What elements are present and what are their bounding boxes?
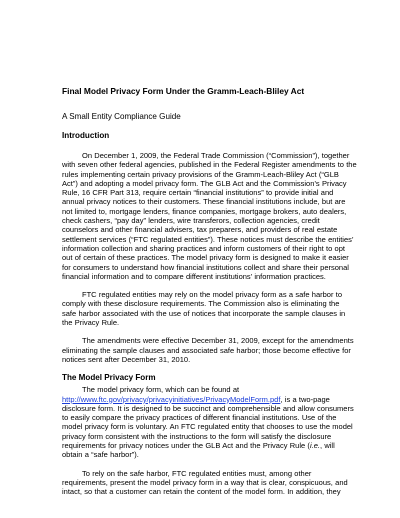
text-fragment: requirements for privacy notices under the GLB Act and the Privacy Rule ( bbox=[62, 441, 310, 451]
text-line: intact, so that a customer can retain the content of the model form. In addition, they bbox=[62, 487, 341, 497]
text-line: On December 1, 2009, the Federal Trade Commission (“Commission”), together bbox=[82, 151, 350, 160]
intro-paragraph-1 bbox=[62, 151, 357, 281]
document-subtitle: A Small Entity Compliance Guide bbox=[62, 112, 181, 121]
text-fragment-italic: i.e. bbox=[309, 441, 320, 451]
text-line: settlement services (“FTC regulated entities”). These notices must describe the entities’ bbox=[62, 234, 354, 244]
text-line: Rule, 16 CFR Part 313, require certain “financial institutions” to provide initial and bbox=[62, 188, 334, 198]
text-line bbox=[62, 441, 340, 450]
text-line: to easily compare the privacy practices of different financial institutions. Use of the bbox=[62, 413, 337, 423]
text-line: rules implementing certain privacy provisions of the Gramm-Leach-Bliley Act (“GLB bbox=[62, 169, 339, 179]
text-line: obtain a “safe harbor”). bbox=[62, 450, 139, 460]
text-line: To rely on the safe harbor, FTC regulated entities must, among other bbox=[82, 468, 312, 478]
text-line: annual privacy notices to their customers. These financial institutions include, but are bbox=[62, 197, 346, 207]
text-line: not limited to, mortgage lenders, finance companies, mortgage brokers, auto dealers, bbox=[62, 206, 347, 216]
text-line: requirements, present the model privacy form in a way that is clear, conspicuous, and bbox=[62, 477, 348, 487]
text-line bbox=[62, 395, 340, 404]
text-line: FTC regulated entities may rely on the model privacy form as a safe harbor to bbox=[82, 290, 342, 300]
text-line: out of certain of these practices. The model privacy form is designed to make it easier bbox=[62, 253, 349, 263]
text-fragment: , is a two-page bbox=[280, 394, 330, 404]
text-line: information collection and sharing practices and inform customers of their right to opt bbox=[62, 243, 345, 253]
text-line: notices sent after December 31, 2010. bbox=[62, 354, 191, 364]
text-line: privacy form consistent with the instructions to the form will satisfy the disclosure bbox=[62, 431, 332, 441]
text-fragment: , will bbox=[319, 441, 335, 451]
text-line: for consumers to understand how financial institutions collect and share their personal bbox=[62, 262, 349, 272]
intro-paragraph-2 bbox=[62, 290, 346, 328]
section-heading-model-privacy-form: The Model Privacy Form bbox=[62, 373, 156, 383]
text-line: counselors and other financial advisers, tax preparers, and providers of real estate bbox=[62, 225, 338, 235]
text-line: with seven other federal agencies, published in the Federal Register amendments to the bbox=[62, 160, 357, 170]
text-line: model privacy form is voluntary. An FTC regulated entity that chooses to use the model bbox=[62, 422, 353, 432]
text-line: Act”) and adopting a model privacy form. The GLB Act and the Commission’s Privacy bbox=[62, 178, 347, 188]
intro-paragraph-3 bbox=[62, 336, 354, 364]
text-line: financial information and to compare different institutions’ information practices. bbox=[62, 271, 326, 281]
text-line: check cashers, “pay day” lenders, wire transferors, collection agencies, credit bbox=[62, 216, 320, 226]
text-line: eliminating the sample clauses and associated safe harbor; those become effective for bbox=[62, 345, 351, 355]
section-heading-introduction: Introduction bbox=[62, 131, 110, 140]
text-line: comply with these disclosure requirements. The Commission also is eliminating the bbox=[62, 299, 340, 309]
text-line: The amendments were effective December 31, 2009, except for the amendments bbox=[82, 336, 354, 346]
text-line: safe harbor associated with the use of notices that incorporate the sample clauses in bbox=[62, 308, 346, 318]
text-line: The model privacy form, which can be found at bbox=[82, 385, 240, 395]
model-privacy-form-link[interactable]: http://www.ftc.gov/privacy/privacyinitiatives/PrivacyModelForm.pdf bbox=[62, 394, 281, 404]
text-line: disclosure form. It is designed to be succinct and comprehensible and allow consumers bbox=[62, 403, 354, 413]
model-form-paragraph-1 bbox=[62, 385, 354, 460]
text-line: the Privacy Rule. bbox=[62, 318, 120, 328]
document-title: Final Model Privacy Form Under the Gramm-Leach-Bliley Act bbox=[62, 86, 305, 96]
model-form-paragraph-2 bbox=[62, 468, 348, 497]
